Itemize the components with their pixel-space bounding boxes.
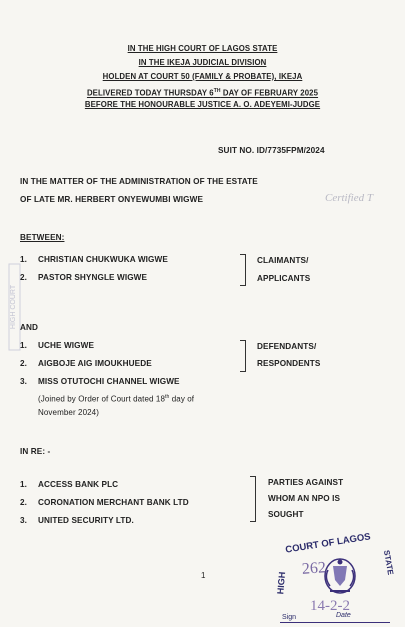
defendant-number: 1. <box>20 341 28 350</box>
claimants-role: CLAIMANTS/ <box>257 256 309 265</box>
handwritten-number: 262 <box>301 559 327 578</box>
certified-true-copy-watermark: Certified T <box>325 192 373 204</box>
defendant-name: AIGBOJE AIG IMOUKHUEDE <box>38 359 152 368</box>
judicial-division: IN THE IKEJA JUDICIAL DIVISION <box>138 58 267 67</box>
page-number: 1 <box>201 571 206 580</box>
claimant-item <box>20 255 168 265</box>
joinder-note: (Joined by Order of Court dated 18th day of <box>38 394 195 404</box>
defendant-item <box>20 359 152 369</box>
svg-text:HIGH COURT: HIGH COURT <box>10 284 17 330</box>
defendant-item <box>20 341 95 351</box>
party-number: 3. <box>20 516 28 525</box>
matter-line-2: OF LATE MR. HERBERT ONYEWUMBI WIGWE <box>20 195 204 204</box>
stamp-signature-line <box>280 622 390 623</box>
party-name: CORONATION MERCHANT BANK LTD <box>38 498 189 507</box>
stamp-court-text: COURT OF LAGOS <box>284 531 372 556</box>
defendant-name: MISS OTUTOCHI CHANNEL WIGWE <box>38 377 180 386</box>
party-item <box>20 498 189 508</box>
stamp-high-text: HIGH <box>275 571 288 595</box>
party-name: UNITED SECURITY LTD. <box>38 516 134 525</box>
parties-role-2: WHOM AN NPO IS <box>268 494 341 503</box>
parties-role: PARTIES AGAINST <box>268 478 344 487</box>
defendant-item <box>20 377 180 387</box>
party-item <box>20 516 134 526</box>
defendant-number: 2. <box>20 359 28 368</box>
claimants-role-2: APPLICANTS <box>257 274 311 283</box>
party-number: 2. <box>20 498 28 507</box>
presiding-judge: BEFORE THE HONOURABLE JUSTICE A. O. ADEYEMI-JUDGE <box>84 100 321 109</box>
handwritten-date: 14-2-2 <box>310 598 350 614</box>
claimant-number: 1. <box>20 255 28 264</box>
claimant-name: PASTOR SHYNGLE WIGWE <box>38 273 148 282</box>
stamp-sign-label: Sign <box>282 614 297 621</box>
between-label: BETWEEN: <box>20 233 65 242</box>
joinder-note-2: November 2024) <box>38 408 99 417</box>
party-item <box>20 480 119 490</box>
defendants-role-2: RESPONDENTS <box>257 359 321 368</box>
stamp-date-label: Date <box>336 612 351 619</box>
defendant-name: UCHE WIGWE <box>38 341 95 350</box>
stamp-state-text: STATE <box>381 549 396 576</box>
claimant-item <box>20 273 148 283</box>
matter-line-1: IN THE MATTER OF THE ADMINISTRATION OF THE ESTATE <box>20 177 258 186</box>
claimant-name: CHRISTIAN CHUKWUKA WIGWE <box>38 255 168 264</box>
defendant-number: 3. <box>20 377 28 386</box>
party-number: 1. <box>20 480 28 489</box>
suit-number: SUIT NO. ID/7735FPM/2024 <box>218 146 325 155</box>
court-holden: HOLDEN AT COURT 50 (FAMILY & PROBATE), IKEJA <box>102 72 303 81</box>
claimants-bracket <box>240 254 246 286</box>
claimant-number: 2. <box>20 273 28 282</box>
lagos-coat-of-arms-emblem <box>322 556 358 596</box>
defendants-bracket <box>240 340 246 372</box>
party-name: ACCESS BANK PLC <box>38 480 119 489</box>
and-label: AND <box>20 323 39 332</box>
in-re-label: IN RE: - <box>20 447 51 456</box>
parties-role-3: SOUGHT <box>268 510 304 519</box>
defendants-role: DEFENDANTS/ <box>257 342 317 351</box>
delivery-date: DELIVERED TODAY THURSDAY 6TH DAY OF FEBRUARY 2025 <box>86 88 319 98</box>
court-name: IN THE HIGH COURT OF LAGOS STATE <box>127 44 278 53</box>
parties-bracket <box>250 476 256 522</box>
